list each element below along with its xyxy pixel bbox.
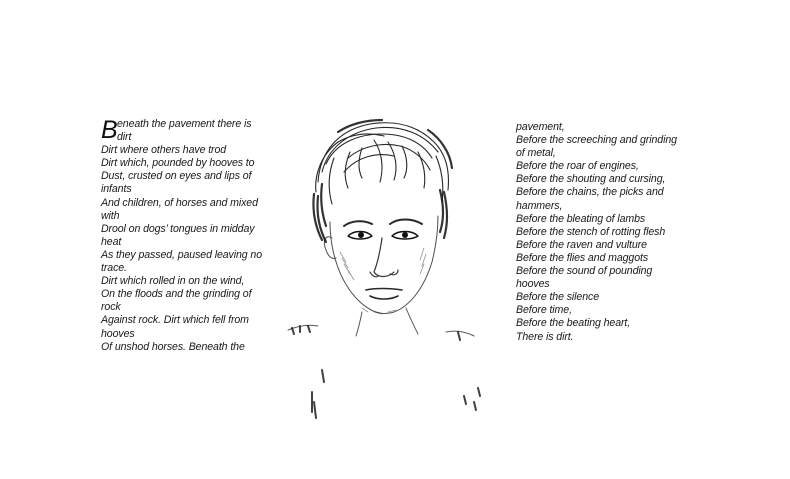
hair-shading: [313, 120, 452, 242]
neck-shoulders: [288, 308, 474, 336]
poem-line: Against rock. Dirt which fell from: [101, 314, 249, 327]
poem-line: trace.: [101, 262, 127, 275]
drop-cap: B: [101, 116, 118, 144]
nose: [370, 238, 398, 277]
poem-line: As they passed, paused leaving no: [101, 248, 263, 261]
face-shading: [340, 248, 426, 314]
poem-line: Dirt where others have trod: [101, 144, 227, 157]
poem-line: Before the raven and vulture: [516, 238, 647, 251]
eyebrows: [344, 220, 422, 227]
poem-line: hooves: [516, 278, 550, 291]
poem-line: Dirt which, pounded by hooves to: [101, 157, 255, 170]
poem-line: pavement,: [516, 121, 565, 133]
hair-strokes: [316, 123, 449, 204]
poem-line: eneath the pavement there is: [117, 118, 252, 130]
poem-line: Before the shouting and cursing,: [516, 173, 666, 186]
poem-line: Of unshod horses. Beneath the: [101, 340, 245, 353]
poem-line: Before the stench of rotting flesh: [516, 225, 666, 238]
mouth: [366, 289, 402, 300]
poem-left-column: [101, 118, 276, 354]
poem-line: Dirt which rolled in on the wind,: [101, 275, 245, 288]
body-marks: [292, 326, 480, 418]
poem-line: heat: [101, 235, 122, 248]
poem-line: Before the beating heart,: [516, 317, 631, 330]
poem-line: Before the roar of engines,: [516, 160, 639, 173]
poem-line: On the floods and the grinding of: [101, 288, 252, 301]
poem-line: of metal,: [516, 147, 556, 160]
poem-line: Drool on dogs’ tongues in midday: [101, 222, 255, 235]
poem-line: dirt: [117, 131, 132, 144]
poem-line: Before the sound of pounding: [516, 265, 653, 278]
poem-line: rock: [101, 301, 121, 314]
poem-line: Before the screeching and grinding: [516, 134, 677, 147]
poem-line: with: [101, 209, 120, 222]
poem-line: Before the silence: [516, 291, 600, 304]
poem-line: And children, of horses and mixed: [101, 196, 258, 209]
poem-line: Before time,: [516, 304, 572, 317]
poem-line: There is dirt.: [516, 330, 574, 343]
portrait-sketch: [278, 112, 500, 424]
poem-line: Before the chains, the picks and: [516, 186, 664, 199]
poem-line: hooves: [101, 327, 135, 340]
poem-line: infants: [101, 183, 132, 196]
poem-line: Before the bleating of lambs: [516, 212, 646, 225]
poem-line: Dust, crusted on eyes and lips of: [101, 170, 252, 183]
poem-line: Before the flies and maggots: [516, 251, 649, 264]
poem-right-column: [516, 121, 696, 344]
poem-line: hammers,: [516, 199, 563, 212]
